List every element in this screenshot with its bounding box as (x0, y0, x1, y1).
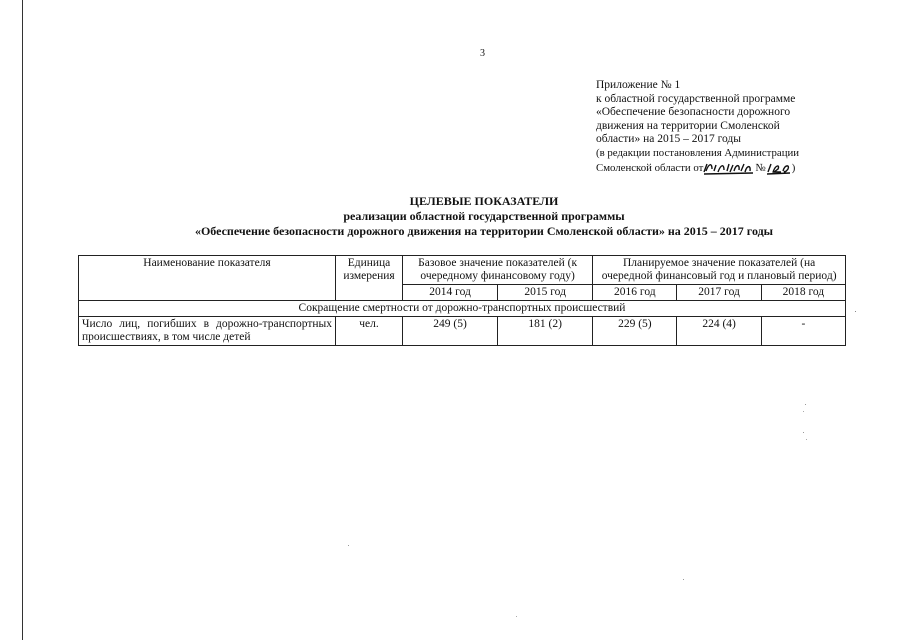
header-unit: Единица измерения (336, 256, 403, 301)
decree-prefix: Смоленской области от (596, 161, 704, 174)
indicator-name: Число лиц, погибших в дорожно-транспортных происшествиях, в том числе детей (79, 317, 336, 346)
document-title: ЦЕЛЕВЫЕ ПОКАЗАТЕЛИ (409, 194, 559, 208)
appendix-line: движения на территории Смоленской (596, 119, 780, 132)
header-year: 2017 год (677, 285, 761, 301)
number-sign: № (755, 161, 766, 174)
appendix-line: (в редакции постановления Администрации (596, 146, 800, 159)
appendix-line: Приложение № 1 (596, 79, 681, 91)
indicator-unit: чел. (336, 317, 403, 346)
appendix-line: области» на 2015 – 2017 годы (596, 133, 742, 146)
header-base-value: Базовое значение показателей (к очередному финансовому году) (403, 256, 593, 285)
value-2018: - (761, 317, 845, 346)
section-title: Сокращение смертности от дорожно-транспортных происшествий (79, 301, 846, 317)
appendix-line: «Обеспечение безопасности дорожного (596, 106, 791, 119)
header-indicator-name: Наименование показателя (79, 256, 336, 301)
document-subtitle: реализации областной государственной программы (343, 209, 625, 223)
closing-parenthesis: ) (791, 161, 796, 174)
page-number: 3 (480, 48, 485, 59)
value-2016: 229 (5) (593, 317, 677, 346)
program-name: «Обеспечение безопасности дорожного движения на территории Смоленской области» на 2015 – 2017 годы (194, 224, 774, 238)
value-2015: 181 (2) (498, 317, 593, 346)
header-planned-value: Планируемое значение показателей (на очередной финансовый год и плановый период) (593, 256, 846, 285)
value-2014: 249 (5) (403, 317, 498, 346)
header-year: 2014 год (403, 285, 498, 301)
header-year: 2015 год (498, 285, 593, 301)
value-2017: 224 (4) (677, 317, 761, 346)
appendix-line: к областной государственной программе (596, 92, 796, 105)
header-year: 2018 год (761, 285, 845, 301)
header-year: 2016 год (593, 285, 677, 301)
